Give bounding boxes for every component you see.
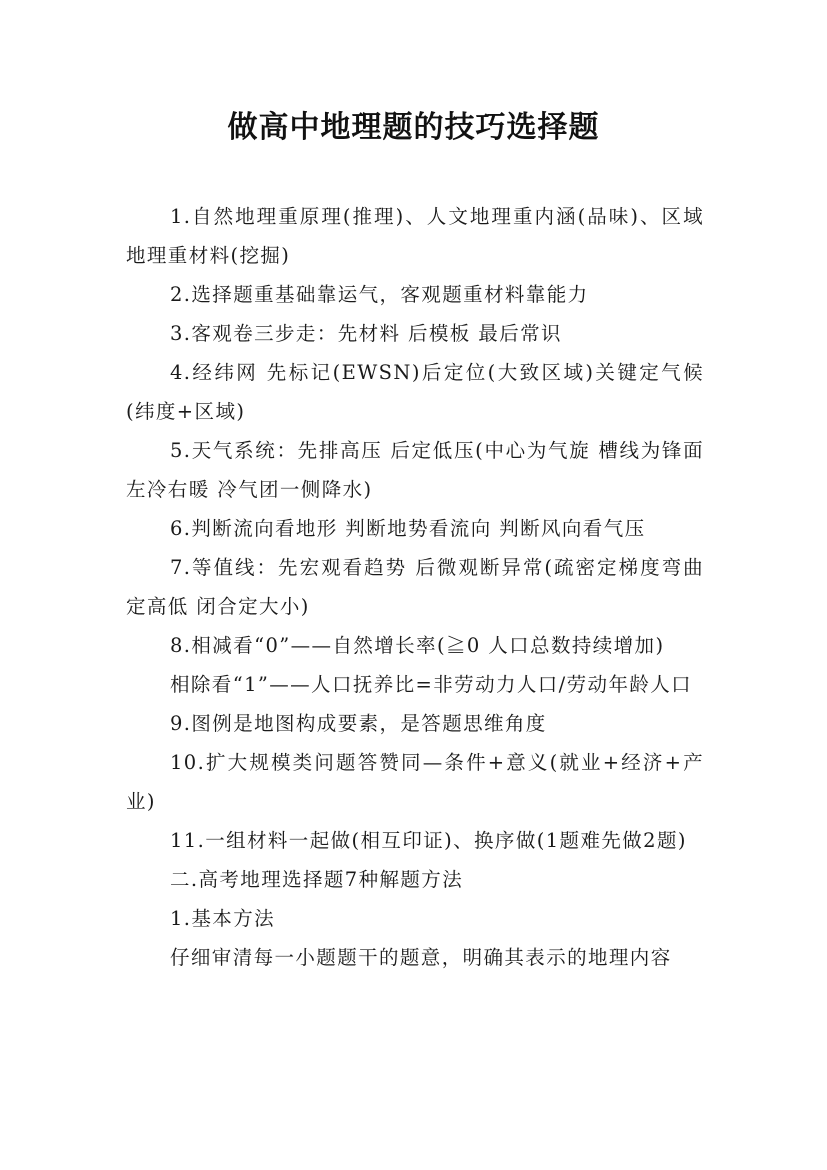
subsection-heading: 1.基本方法 [170, 907, 276, 930]
paragraph: 10.扩大规模类问题答赞同—条件+意义(就业+经济+产业) [126, 751, 704, 813]
paragraph: 11.一组材料一起做(相互印证)、换序做(1题难先做2题) [170, 829, 687, 852]
paragraph: 相除看“1”——人口抚养比=非劳动力人口/劳动年龄人口 [170, 673, 693, 696]
paragraph: 5.天气系统：先排高压 后定低压(中心为气旋 槽线为锋面 左冷右暖 冷气团一侧降水) [126, 439, 704, 501]
paragraph: 2.选择题重基础靠运气，客观题重材料靠能力 [170, 283, 589, 306]
paragraph: 6.判断流向看地形 判断地势看流向 判断风向看气压 [170, 517, 646, 540]
document-body [126, 197, 704, 977]
paragraph: 9.图例是地图构成要素，是答题思维角度 [170, 712, 547, 735]
paragraph: 仔细审清每一小题题干的题意，明确其表示的地理内容 [170, 946, 672, 969]
document-title: 做高中地理题的技巧选择题 [227, 110, 600, 145]
section-heading: 二.高考地理选择题7种解题方法 [170, 868, 464, 891]
paragraph: 4.经纬网 先标记(EWSN)后定位(大致区域)关键定气候(纬度+区域) [126, 361, 704, 423]
paragraph: 8.相减看“0”——自然增长率(≧0 人口总数持续增加) [170, 634, 665, 657]
paragraph: 7.等值线：先宏观看趋势 后微观断异常(疏密定梯度弯曲定高低 闭合定大小) [126, 556, 704, 618]
paragraph: 1.自然地理重原理(推理)、人文地理重内涵(品味)、区域地理重材料(挖掘) [126, 205, 704, 267]
paragraph: 3.客观卷三步走：先材料 后模板 最后常识 [170, 322, 562, 345]
